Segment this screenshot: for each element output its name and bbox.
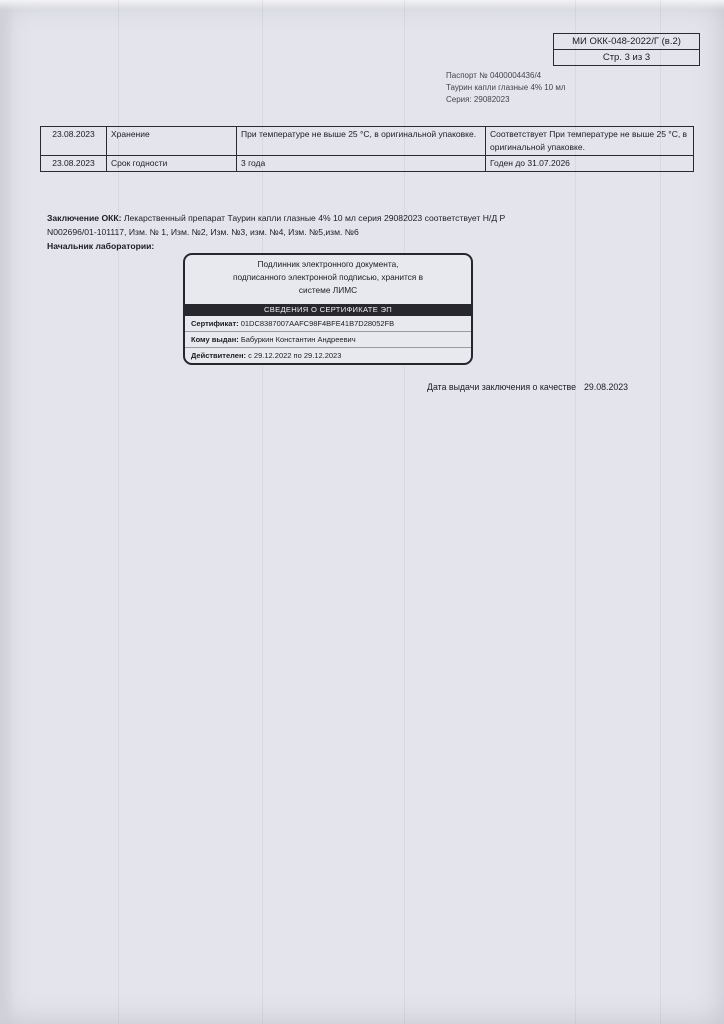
conclusion-label: Заключение ОКК: xyxy=(47,213,122,223)
row-result: Годен до 31.07.2026 xyxy=(486,156,694,172)
passport-product: Таурин капли глазные 4% 10 мл xyxy=(446,83,566,92)
row-date: 23.08.2023 xyxy=(41,127,107,156)
issue-date-value: 29.08.2023 xyxy=(584,382,629,392)
stamp-validity-row xyxy=(185,348,471,363)
conclusion-line-1 xyxy=(47,211,667,225)
stamp-line-2: подписанного электронной подписью, хранится в xyxy=(232,272,424,282)
issue-date-label: Дата выдачи заключения о качестве xyxy=(427,382,577,392)
lab-head-label: Начальник лаборатории: xyxy=(47,241,155,251)
results-table xyxy=(40,126,694,172)
scan-edge-left xyxy=(0,0,14,1024)
certificate-value: 01DC8387007AAFC98F4BFE41B7D28052FB xyxy=(238,319,395,328)
document-code: МИ ОКК-048-2022/Г (в.2) xyxy=(554,34,699,50)
conclusion-block xyxy=(47,211,667,253)
table-row xyxy=(41,127,694,156)
passport-series: Серия: 29082023 xyxy=(446,95,510,104)
issue-date-line xyxy=(427,382,628,392)
stamp-title-bar: СВЕДЕНИЯ О СЕРТИФИКАТЕ ЭП xyxy=(185,304,471,316)
validity-label: Действителен: xyxy=(191,351,246,360)
passport-info xyxy=(446,70,566,106)
stamp-line-1: Подлинник электронного документа, xyxy=(257,259,399,269)
stamp-certificate-row xyxy=(185,316,471,332)
row-indicator: Хранение xyxy=(107,127,237,156)
table-row xyxy=(41,156,694,172)
stamp-header xyxy=(185,255,471,304)
row-result: Соответствует При температуре не выше 25 °С, в оригинальной упаковке. xyxy=(486,127,694,156)
passport-number: Паспорт № 0400004436/4 xyxy=(446,71,542,80)
certificate-label: Сертификат: xyxy=(191,319,239,328)
e-signature-stamp xyxy=(183,253,473,365)
row-indicator: Срок годности xyxy=(107,156,237,172)
validity-value: с 29.12.2022 по 29.12.2023 xyxy=(246,351,342,360)
scan-edge-top xyxy=(0,0,724,10)
row-requirement: 3 года xyxy=(237,156,486,172)
document-code-box xyxy=(553,33,700,66)
issued-to-label: Кому выдан: xyxy=(191,335,239,344)
conclusion-text: Лекарственный препарат Таурин капли глазные 4% 10 мл серия 29082023 соответствует Н/Д Р xyxy=(121,213,506,223)
stamp-line-3: системе ЛИМС xyxy=(298,285,358,295)
stamp-issued-to-row xyxy=(185,332,471,348)
issued-to-value: Бабуркин Константин Андреевич xyxy=(238,335,356,344)
row-requirement: При температуре не выше 25 °С, в оригинальной упаковке. xyxy=(237,127,486,156)
row-date: 23.08.2023 xyxy=(41,156,107,172)
conclusion-line-2: N002696/01-101117, Изм. № 1, Изм. №2, Изм. №3, изм. №4, Изм. №5,изм. №6 xyxy=(47,227,359,237)
page-number: Стр. 3 из 3 xyxy=(602,52,651,63)
